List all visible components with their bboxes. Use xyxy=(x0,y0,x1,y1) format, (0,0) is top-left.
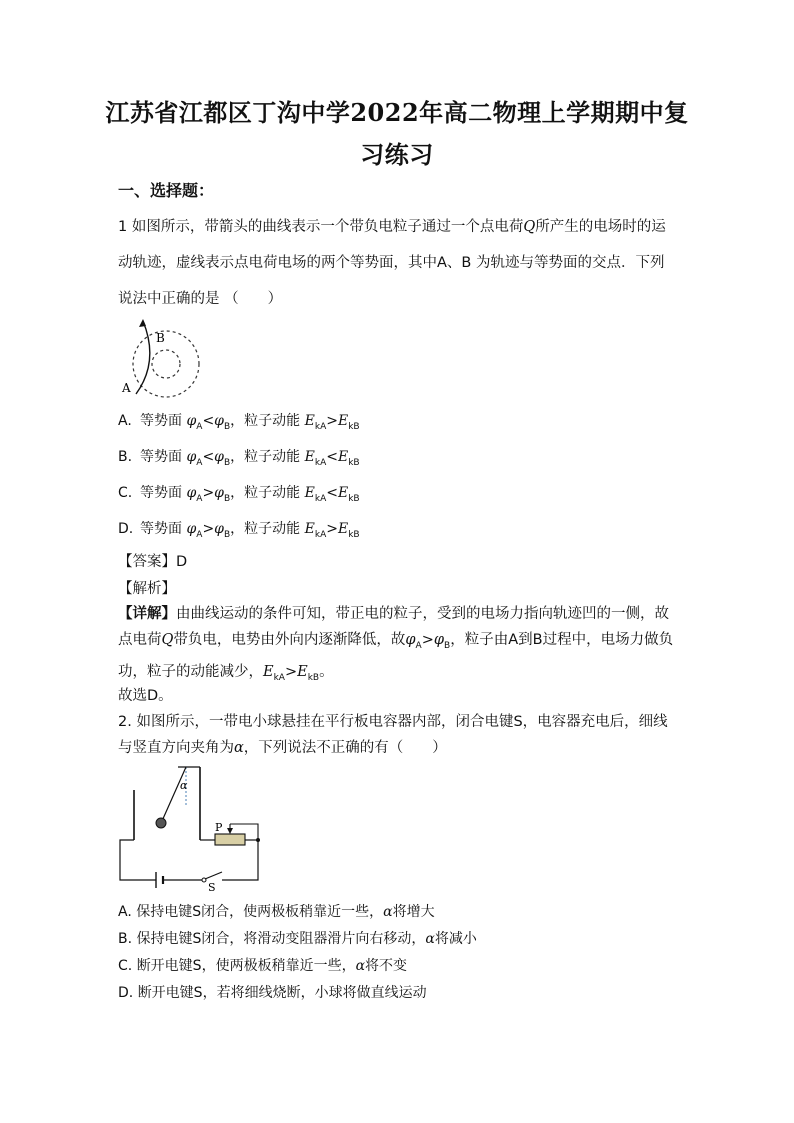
q1-analysis-tag: 【解析】 xyxy=(118,581,176,597)
q1-option-c[interactable]: C. 等势面 $\varphi_A>\varphi_B$，粒子动能 $E_{kA}<E_{kB}$ xyxy=(118,485,360,504)
q2-option-d[interactable]: D. 断开电键S，若将细线烧断，小球将做直线运动 xyxy=(118,985,427,1001)
trajectory-curve xyxy=(136,321,150,394)
page-title: 江苏省江都区丁沟中学2022年高二物理上学期期中复习练习 xyxy=(105,98,689,169)
figure-1-field-diagram xyxy=(116,318,206,398)
slider-label: P xyxy=(215,821,223,834)
inner-equipotential xyxy=(152,350,180,378)
q2-option-c[interactable]: C. 断开电键S，使两极板稍靠近一些，α将不变 xyxy=(118,958,408,974)
switch-label: S xyxy=(208,881,216,892)
q1-detail: 【详解】由曲线运动的条件可知，带正电的粒子，受到的电场力指向轨迹凹的一侧，故点电荷Q带负电，电势由外向内逐渐降低，故$\varphi_A>\varphi_B$，粒子由A到B过程中，电场力做负功，粒子的动能减少，$E_{kA}>E_{kB}$。 xyxy=(118,606,674,683)
q1-conclusion: 故选D。 xyxy=(118,688,173,704)
alpha-label: α xyxy=(180,779,188,792)
q1-answer: 【答案】D xyxy=(118,554,188,570)
section-heading: 一、选择题： xyxy=(118,181,215,200)
q1-option-b[interactable]: B. 等势面 $\varphi_A<\varphi_B$，粒子动能 $E_{kA}<E_{kB}$ xyxy=(118,449,360,468)
q2-option-a[interactable]: A. 保持电键S闭合，使两极板稍靠近一些，α将增大 xyxy=(118,904,435,920)
q2-option-b[interactable]: B. 保持电键S闭合，将滑动变阻器滑片向右移动，α将减小 xyxy=(118,931,477,947)
q1-option-a[interactable]: A. 等势面 $\varphi_A<\varphi_B$，粒子动能 $E_{kA}>E_{kB}$ xyxy=(118,413,360,432)
rheostat-body xyxy=(215,834,245,845)
q1-option-d[interactable]: D. 等势面 $\varphi_A>\varphi_B$，粒子动能 $E_{kA}>E_{kB}$ xyxy=(118,521,360,540)
trajectory-arrowhead xyxy=(139,319,146,327)
wire-right xyxy=(222,840,258,880)
label-a: A xyxy=(122,381,131,395)
figure-2-capacitor-circuit xyxy=(114,764,264,892)
question-1-stem: 1 如图所示，带箭头的曲线表示一个带负电粒子通过一个点电荷Q所产生的电场时的运动轨迹，虚线表示点电荷电场的两个等势面，其中A、B 为轨迹与等势面的交点．下列说法中正确的是 （ ） xyxy=(118,219,666,307)
question-2-stem: 2. 如图所示，一带电小球悬挂在平行板电容器内部，闭合电键S，电容器充电后，细线与竖直方向夹角为α，下列说法不正确的有（ ） xyxy=(118,714,668,756)
switch-blade xyxy=(205,872,222,879)
label-b: B xyxy=(156,331,165,345)
wire-left xyxy=(120,840,156,880)
outer-equipotential xyxy=(133,331,199,397)
charged-ball xyxy=(156,818,166,828)
suspension-thread xyxy=(162,767,186,821)
slider-arrowhead xyxy=(227,828,233,834)
